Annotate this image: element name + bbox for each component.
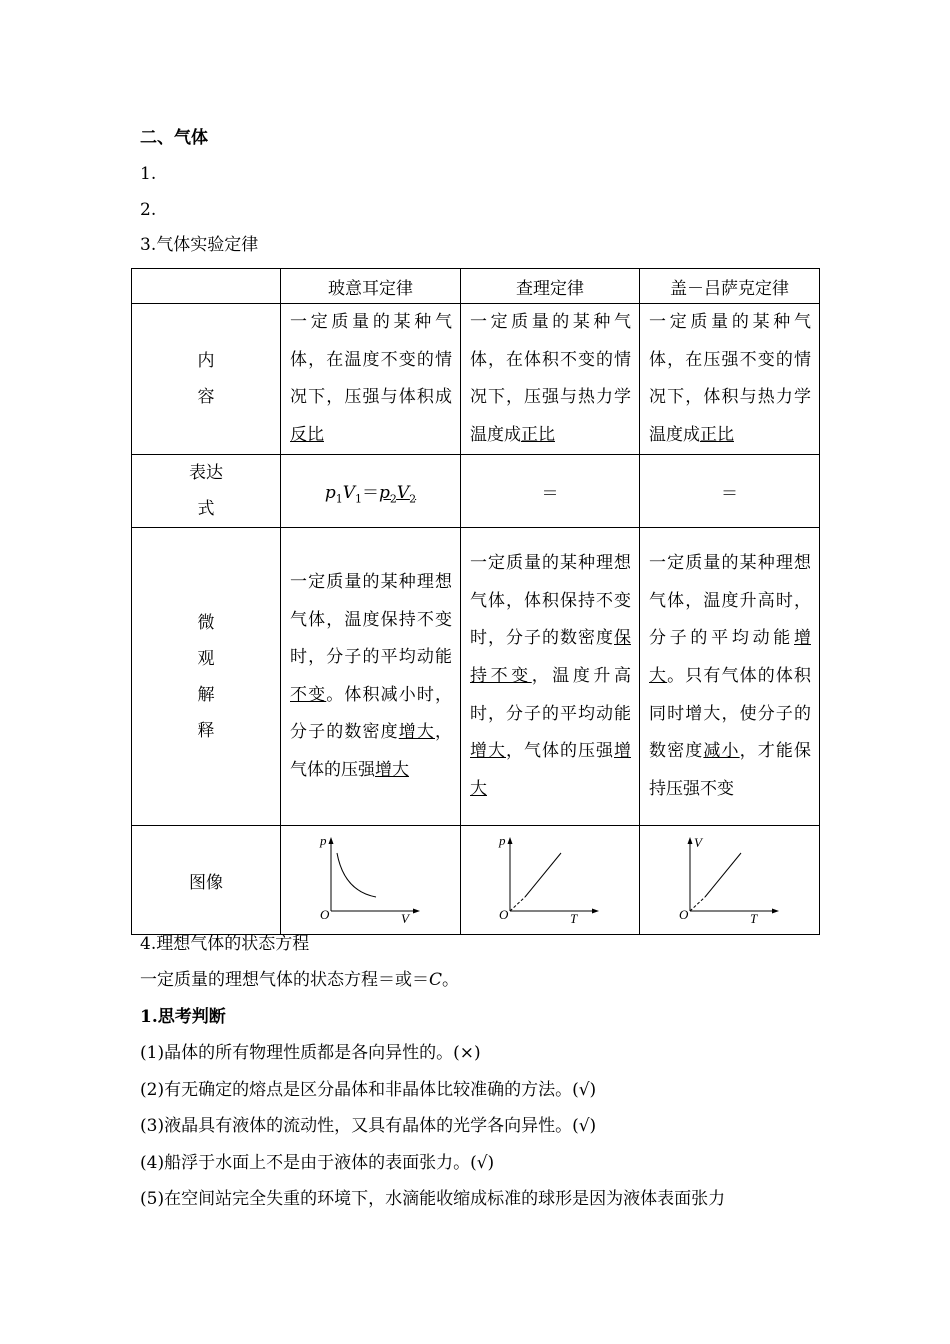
y-axis-label: p	[319, 832, 326, 848]
content-gaylussac: 一定质量的某种气体，在压强不变的情况下，体积与热力学温度成正比	[640, 304, 820, 455]
origin-label: O	[499, 906, 509, 922]
graph-label: 图像	[132, 826, 281, 935]
boyle-graph	[281, 826, 461, 935]
gaylussac-vt-graph	[675, 833, 785, 923]
expression-row	[132, 455, 820, 528]
judge-item-3: (3)液晶具有液体的流动性，又具有晶体的光学各向异性。(√)	[140, 1116, 597, 1136]
content-charles: 一定质量的某种气体，在体积不变的情况下，压强与热力学温度成正比	[461, 304, 640, 455]
answer-blank: 正比	[700, 424, 734, 445]
boyle-formula: $p_1V_1=p_2V_2$	[281, 455, 461, 528]
micro-charles: 一定质量的某种理想气体，体积保持不变时，分子的数密度保持不变，温度升高时，分子的平均动能增大，气体的压强增大	[461, 528, 640, 826]
gas-laws-table	[131, 268, 820, 935]
header-empty	[132, 269, 281, 304]
header-row	[132, 269, 820, 304]
charles-graph	[461, 826, 640, 935]
content-row	[132, 304, 820, 455]
gaylussac-formula: ＝	[640, 455, 820, 528]
gaylussac-graph	[640, 826, 820, 935]
judge-item-4: (4)船浮于水面上不是由于液体的表面张力。(√)	[140, 1153, 495, 1173]
graph-row	[132, 826, 820, 935]
judge-item-5: (5)在空间站完全失重的环境下，水滴能收缩成标准的球形是因为液体表面张力	[140, 1189, 726, 1209]
x-axis-label: V	[400, 910, 409, 923]
origin-label: O	[319, 906, 329, 922]
charles-pt-graph	[495, 833, 605, 923]
micro-boyle: 一定质量的某种理想气体，温度保持不变时，分子的平均动能不变。体积减小时，分子的数密度增大，气体的压强增大	[281, 528, 461, 826]
judge-item-2: (2)有无确定的熔点是区分晶体和非晶体比较准确的方法。(√)	[140, 1080, 597, 1100]
content-boyle: 一定质量的某种气体，在温度不变的情况下，压强与体积成反比	[281, 304, 461, 455]
charles-formula: ＝	[461, 455, 640, 528]
boyle-pv-graph	[316, 833, 426, 923]
y-axis-label: p	[499, 832, 506, 848]
answer-blank: 正比	[521, 424, 555, 445]
header-charles: 查理定律	[461, 269, 640, 304]
micro-gaylussac: 一定质量的某种理想气体，温度升高时，分子的平均动能增大。只有气体的体积同时增大，使分子的数密度减小，才能保持压强不变	[640, 528, 820, 826]
item-1: 1.	[140, 164, 157, 184]
answer-blank: 反比	[290, 424, 324, 445]
item-4-text: 一定质量的理想气体的状态方程＝或＝C。	[140, 970, 460, 990]
item-2: 2.	[140, 200, 157, 220]
header-boyle: 玻意耳定律	[281, 269, 461, 304]
content-label: 内 容	[132, 304, 281, 455]
micro-label: 微 观 解 释	[132, 528, 281, 826]
item-4-heading: 4.理想气体的状态方程	[140, 934, 310, 954]
item-3-heading: 3.气体实验定律	[140, 235, 259, 255]
x-axis-label: T	[570, 910, 578, 923]
judge-title: 1.思考判断	[140, 1007, 226, 1027]
x-axis-label: T	[749, 910, 757, 923]
origin-label: O	[678, 906, 688, 922]
y-axis-label: V	[693, 834, 702, 850]
expression-label: 表达 式	[132, 455, 281, 528]
micro-row	[132, 528, 820, 826]
judge-item-1: (1)晶体的所有物理性质都是各向异性的。(×)	[140, 1043, 481, 1063]
header-gaylussac: 盖－吕萨克定律	[640, 269, 820, 304]
section-title: 二、气体	[140, 128, 208, 148]
